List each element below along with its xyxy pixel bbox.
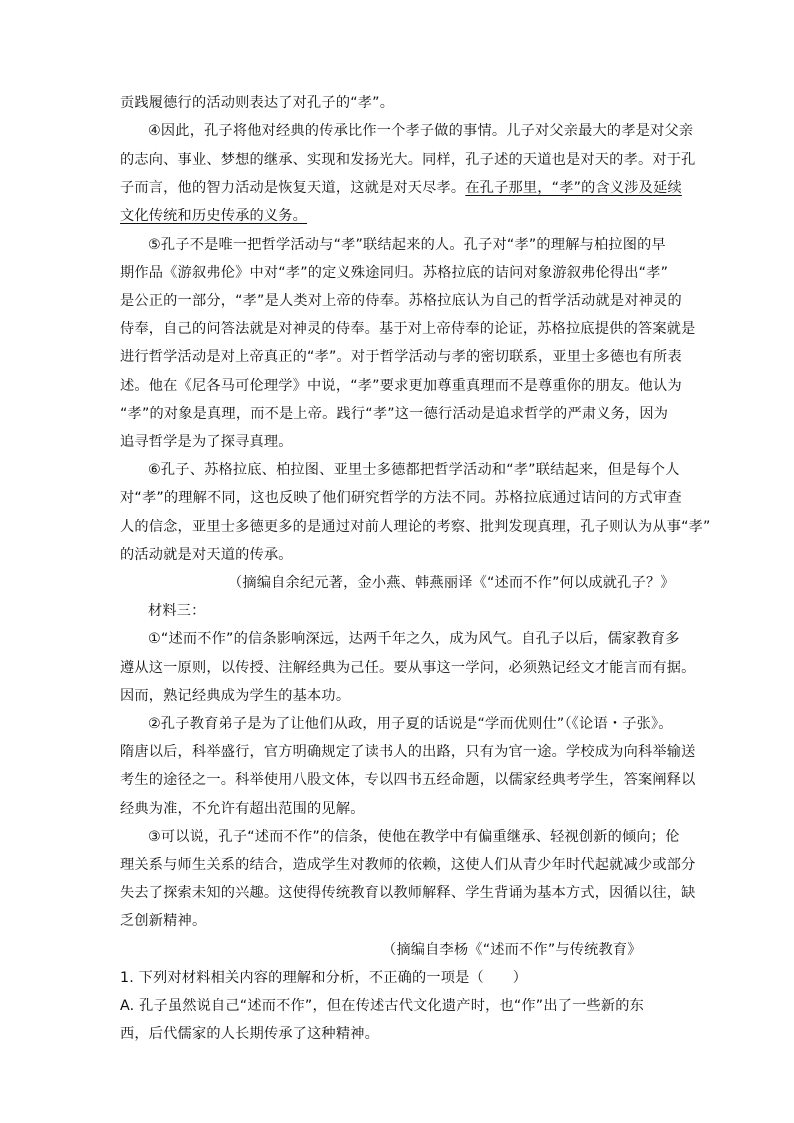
text-line: 进行哲学活动是对上帝真正的“孝”。对于哲学活动与孝的密切联系，亚里士多德也有所表 xyxy=(120,349,682,365)
paragraph-m3-1-start: ①“述而不作”的信条影响深远，达两千年之久，成为风气。自孔子以后，儒家教育多 xyxy=(148,631,680,647)
text-line: 的志向、事业、梦想的继承、实现和发扬光大。同样，孔子述的天道也是对天的孝。对于孔 xyxy=(120,152,696,168)
text-line: 贡践履德行的活动则表达了对孔子的“孝”。 xyxy=(120,95,395,111)
text-line: 期作品《游叙弗伦》中对“孝”的定义殊途同归。苏格拉底的诘问对象游叙弗伦得出“孝” xyxy=(120,265,669,281)
text-line: 乏创新精神。 xyxy=(120,913,207,929)
material-3-heading: 材料三： xyxy=(148,603,206,619)
text-line: “孝”的对象是真理，而不是上帝。践行“孝”这一德行活动是追求哲学的严肃义务，因为 xyxy=(120,406,669,422)
paragraph-5-start: ⑤孔子不是唯一把哲学活动与“孝”联结起来的人。孔子对“孝”的理解与柏拉图的早 xyxy=(148,237,666,253)
option-a: A. 孔子虽然说自己“述而不作”，但在传述古代文化遗产时，也“作”出了一些新的东 xyxy=(120,998,645,1014)
underlined-sentence: 在孔子那里，“孝”的含义涉及延续 xyxy=(465,180,682,196)
text-line: 失去了探索未知的兴趣。这使得传统教育以教师解释、学生背诵为基本方式，因循以往，缺 xyxy=(120,885,696,901)
paragraph-6-start: ⑥孔子、苏格拉底、柏拉图、亚里士多德都把哲学活动和“孝”联结起来，但是每个人 xyxy=(148,462,680,478)
source-citation-1: （摘编自余纪元著，金小燕、韩燕丽译《“述而不作”何以成就孔子？》 xyxy=(228,575,675,591)
text-line: 经典为准，不允许有超出范围的见解。 xyxy=(120,801,365,817)
option-a-continued: 西，后代儒家的人长期传承了这种精神。 xyxy=(120,1026,379,1042)
question-1: 1. 下列对材料相关内容的理解和分析，不正确的一项是（ ） xyxy=(120,970,528,986)
paragraph-m3-2-start: ②孔子教育弟子是为了让他们从政，用子夏的话说是“学而优则仕”（《论语・子张》。 xyxy=(148,716,673,732)
underlined-sentence-end: 文化传统和历史传承的义务。 xyxy=(120,208,308,224)
text-line: 隋唐以后，科举盛行，官方明确规定了读书人的出路，只有为官一途。学校成为向科举输送 xyxy=(120,744,696,760)
text-line: 追寻哲学是为了探寻真理。 xyxy=(120,434,293,450)
text-line: 遵从这一原则，以传授、注解经典为己任。要从事这一学问，必须熟记经文才能言而有据。 xyxy=(120,660,696,676)
text-line xyxy=(120,179,682,197)
paragraph-m3-3-start: ③可以说，孔子“述而不作”的信条，使他在教学中有偏重继承、轻视创新的倾向；伦 xyxy=(148,829,680,845)
text-span: 子而言，他的智力活动是恢复天道，这就是对天尽孝。 xyxy=(120,180,466,196)
text-line: 考生的途径之一。科举使用八股文体，专以四书五经命题，以儒家经典考学生，答案阐释以 xyxy=(120,772,696,788)
text-line: 理关系与师生关系的结合，造成学生对教师的依赖，这使人们从青少年时代起就减少或部分 xyxy=(120,857,696,873)
text-line: 对“孝”的理解不同，这也反映了他们研究哲学的方法不同。苏格拉底通过诘问的方式审查 xyxy=(120,490,682,506)
source-citation-2: （摘编自李杨《“述而不作”与传统教育》 xyxy=(382,942,642,958)
text-line: 侍奉，自己的问答法就是对神灵的侍奉。基于对上帝侍奉的论证，苏格拉底提供的答案就是 xyxy=(120,321,696,337)
text-line: 人的信念，亚里士多德更多的是通过对前人理论的考察、批判发现真理，孔子则认为从事“孝” xyxy=(120,519,711,535)
text-line: 是公正的一部分，“孝”是人类对上帝的侍奉。苏格拉底认为自己的哲学活动就是对神灵的 xyxy=(120,293,682,309)
text-line: 因而，熟记经典成为学生的基本功。 xyxy=(120,688,351,704)
text-line: 述。他在《尼各马可伦理学》中说，“孝”要求更加尊重真理而不是尊重你的朋友。他认为 xyxy=(120,378,682,394)
text-line: 的活动就是对天道的传承。 xyxy=(120,547,293,563)
paragraph-4-start: ④因此，孔子将他对经典的传承比作一个孝子做的事情。儿子对父亲最大的孝是对父亲 xyxy=(148,123,694,139)
